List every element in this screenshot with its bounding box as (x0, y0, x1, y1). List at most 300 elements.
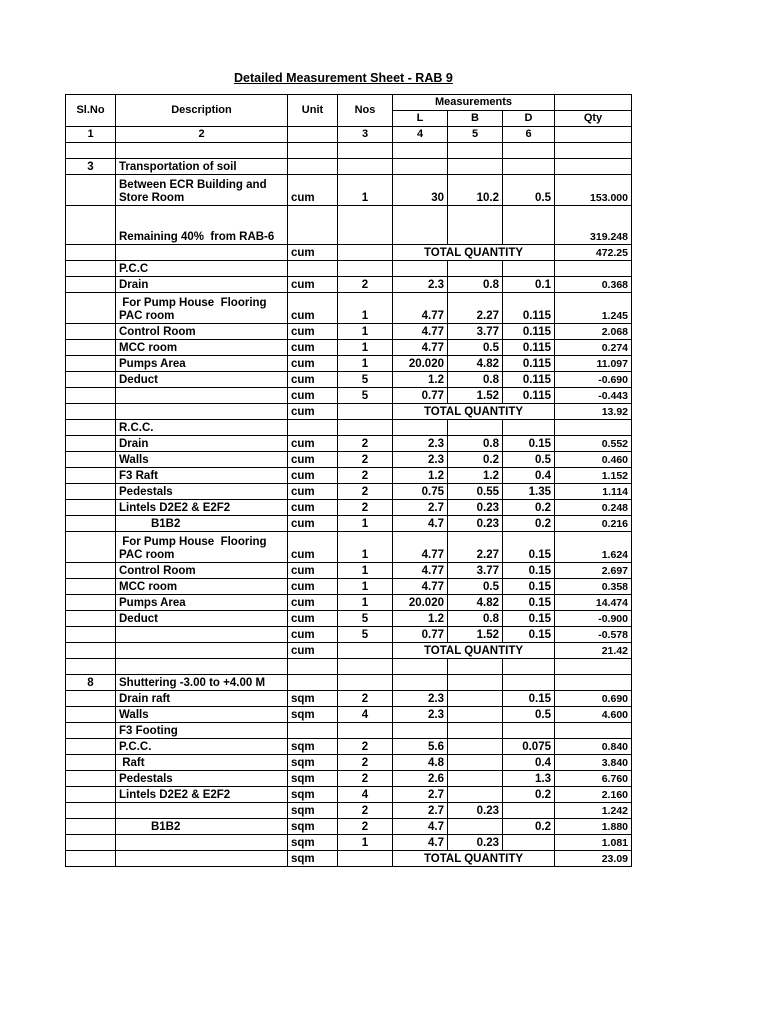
unit-cell: cum (288, 277, 338, 293)
breadth-cell: 1.52 (448, 388, 503, 404)
breadth-cell: 0.23 (448, 500, 503, 516)
description-cell: Lintels D2E2 & E2F2 (116, 500, 288, 516)
length-cell: 2.7 (393, 500, 448, 516)
unit-cell: cum (288, 563, 338, 579)
breadth-cell (448, 261, 503, 277)
table-row (66, 819, 632, 835)
depth-cell: 0.075 (503, 739, 555, 755)
table-row (66, 771, 632, 787)
table-row (66, 420, 632, 436)
table-row (66, 675, 632, 691)
breadth-cell (448, 420, 503, 436)
qty-cell: 1.880 (555, 819, 632, 835)
depth-cell: 0.1 (503, 277, 555, 293)
index-cell: 4 (393, 127, 448, 143)
slno-cell (66, 532, 116, 563)
length-cell: 4.77 (393, 293, 448, 324)
depth-cell: 0.15 (503, 691, 555, 707)
slno-cell (66, 516, 116, 532)
description-cell (116, 404, 288, 420)
slno-cell (66, 388, 116, 404)
depth-cell (503, 675, 555, 691)
depth-cell: 0.115 (503, 340, 555, 356)
header-nos: Nos (338, 95, 393, 127)
depth-cell: 0.15 (503, 595, 555, 611)
breadth-cell (448, 819, 503, 835)
slno-cell (66, 356, 116, 372)
total-quantity-label: TOTAL QUANTITY (393, 851, 555, 867)
header-l: L (393, 111, 448, 127)
breadth-cell (448, 675, 503, 691)
length-cell: 2.3 (393, 277, 448, 293)
breadth-cell (448, 787, 503, 803)
qty-cell: 2.160 (555, 787, 632, 803)
table-body (66, 143, 632, 867)
breadth-cell (448, 143, 503, 159)
nos-cell: 5 (338, 372, 393, 388)
description-cell: MCC room (116, 340, 288, 356)
depth-cell: 0.5 (503, 175, 555, 206)
description-cell: F3 Footing (116, 723, 288, 739)
table-row (66, 532, 632, 563)
unit-cell: sqm (288, 787, 338, 803)
length-cell: 1.2 (393, 468, 448, 484)
length-cell (393, 159, 448, 175)
qty-cell: 14.474 (555, 595, 632, 611)
slno-cell (66, 468, 116, 484)
description-cell: Drain (116, 436, 288, 452)
breadth-cell: 0.8 (448, 277, 503, 293)
nos-cell (338, 206, 393, 245)
description-cell: Walls (116, 707, 288, 723)
nos-cell: 2 (338, 691, 393, 707)
breadth-cell: 0.23 (448, 835, 503, 851)
description-cell: R.C.C. (116, 420, 288, 436)
table-row (66, 404, 632, 420)
qty-cell (555, 143, 632, 159)
table-row (66, 159, 632, 175)
slno-cell (66, 277, 116, 293)
slno-cell (66, 206, 116, 245)
table-row (66, 468, 632, 484)
length-cell: 4.77 (393, 579, 448, 595)
slno-cell (66, 143, 116, 159)
nos-cell (338, 261, 393, 277)
length-cell: 4.7 (393, 819, 448, 835)
depth-cell: 1.35 (503, 484, 555, 500)
table-row (66, 659, 632, 675)
index-cell: 6 (503, 127, 555, 143)
unit-cell: cum (288, 293, 338, 324)
unit-cell: sqm (288, 803, 338, 819)
slno-cell (66, 755, 116, 771)
breadth-cell (448, 739, 503, 755)
table-row (66, 595, 632, 611)
header-description: Description (116, 95, 288, 127)
slno-cell (66, 404, 116, 420)
length-cell: 2.3 (393, 452, 448, 468)
description-cell: Deduct (116, 611, 288, 627)
slno-cell (66, 340, 116, 356)
nos-cell: 5 (338, 611, 393, 627)
slno-cell (66, 835, 116, 851)
nos-cell: 5 (338, 388, 393, 404)
qty-cell: 0.216 (555, 516, 632, 532)
description-cell: B1B2 (116, 819, 288, 835)
breadth-cell (448, 723, 503, 739)
slno-cell (66, 707, 116, 723)
header-unit: Unit (288, 95, 338, 127)
qty-cell (555, 420, 632, 436)
depth-cell (503, 659, 555, 675)
depth-cell (503, 143, 555, 159)
length-cell: 0.77 (393, 388, 448, 404)
unit-cell (288, 206, 338, 245)
unit-cell: cum (288, 372, 338, 388)
description-cell: Pumps Area (116, 356, 288, 372)
depth-cell: 0.4 (503, 755, 555, 771)
breadth-cell: 0.23 (448, 516, 503, 532)
table-row (66, 293, 632, 324)
header-measurements: Measurements (393, 95, 555, 111)
table-row (66, 340, 632, 356)
slno-cell (66, 579, 116, 595)
nos-cell: 2 (338, 436, 393, 452)
table-row (66, 324, 632, 340)
nos-cell: 1 (338, 516, 393, 532)
slno-cell (66, 771, 116, 787)
description-cell: Deduct (116, 372, 288, 388)
length-cell: 2.3 (393, 436, 448, 452)
description-cell (116, 627, 288, 643)
length-cell: 20.020 (393, 595, 448, 611)
description-cell: Transportation of soil (116, 159, 288, 175)
depth-cell: 0.5 (503, 452, 555, 468)
length-cell (393, 143, 448, 159)
unit-cell: cum (288, 356, 338, 372)
depth-cell: 0.15 (503, 627, 555, 643)
length-cell: 4.77 (393, 340, 448, 356)
qty-cell: -0.900 (555, 611, 632, 627)
unit-cell (288, 261, 338, 277)
unit-cell (288, 723, 338, 739)
nos-cell: 2 (338, 484, 393, 500)
table-row (66, 803, 632, 819)
slno-cell (66, 659, 116, 675)
table-row (66, 277, 632, 293)
length-cell: 4.8 (393, 755, 448, 771)
unit-cell: sqm (288, 691, 338, 707)
nos-cell: 2 (338, 803, 393, 819)
description-cell: Pedestals (116, 484, 288, 500)
slno-cell (66, 643, 116, 659)
description-cell (116, 659, 288, 675)
description-cell: B1B2 (116, 516, 288, 532)
nos-cell (338, 675, 393, 691)
header-d: D (503, 111, 555, 127)
nos-cell (338, 404, 393, 420)
breadth-cell (448, 691, 503, 707)
depth-cell: 0.2 (503, 516, 555, 532)
nos-cell: 2 (338, 277, 393, 293)
table-row (66, 723, 632, 739)
slno-cell (66, 739, 116, 755)
qty-cell (555, 159, 632, 175)
nos-cell: 1 (338, 293, 393, 324)
length-cell: 5.6 (393, 739, 448, 755)
description-cell: P.C.C (116, 261, 288, 277)
depth-cell: 0.15 (503, 436, 555, 452)
breadth-cell: 2.27 (448, 532, 503, 563)
description-cell: Lintels D2E2 & E2F2 (116, 787, 288, 803)
unit-cell: cum (288, 245, 338, 261)
nos-cell (338, 659, 393, 675)
header-row-1 (66, 95, 632, 111)
qty-cell: -0.443 (555, 388, 632, 404)
unit-cell: cum (288, 436, 338, 452)
description-cell (116, 803, 288, 819)
table-row (66, 484, 632, 500)
description-cell (116, 835, 288, 851)
slno-cell (66, 484, 116, 500)
nos-cell: 2 (338, 452, 393, 468)
length-cell (393, 261, 448, 277)
qty-cell: 2.068 (555, 324, 632, 340)
unit-cell: cum (288, 500, 338, 516)
nos-cell: 4 (338, 707, 393, 723)
breadth-cell: 4.82 (448, 356, 503, 372)
nos-cell: 1 (338, 835, 393, 851)
depth-cell: 0.2 (503, 819, 555, 835)
depth-cell: 0.15 (503, 532, 555, 563)
unit-cell: cum (288, 340, 338, 356)
description-cell: Drain (116, 277, 288, 293)
unit-cell: sqm (288, 707, 338, 723)
breadth-cell: 0.23 (448, 803, 503, 819)
table-row (66, 206, 632, 245)
unit-cell: sqm (288, 835, 338, 851)
qty-cell: 21.42 (555, 643, 632, 659)
breadth-cell: 0.2 (448, 452, 503, 468)
length-cell: 2.7 (393, 787, 448, 803)
depth-cell: 0.115 (503, 388, 555, 404)
length-cell: 4.77 (393, 563, 448, 579)
description-cell: For Pump House Flooring PAC room (116, 532, 288, 563)
description-cell: Control Room (116, 563, 288, 579)
nos-cell: 1 (338, 356, 393, 372)
description-cell (116, 143, 288, 159)
table-row (66, 835, 632, 851)
breadth-cell: 1.52 (448, 627, 503, 643)
description-cell: MCC room (116, 579, 288, 595)
unit-cell: sqm (288, 771, 338, 787)
unit-cell: cum (288, 175, 338, 206)
unit-cell: cum (288, 516, 338, 532)
unit-cell: cum (288, 388, 338, 404)
nos-cell: 2 (338, 500, 393, 516)
qty-cell: 153.000 (555, 175, 632, 206)
nos-cell: 1 (338, 340, 393, 356)
slno-cell (66, 691, 116, 707)
length-cell (393, 723, 448, 739)
breadth-cell (448, 755, 503, 771)
unit-cell: cum (288, 627, 338, 643)
slno-cell (66, 452, 116, 468)
qty-cell: 1.152 (555, 468, 632, 484)
table-row (66, 356, 632, 372)
breadth-cell: 4.82 (448, 595, 503, 611)
table-row (66, 452, 632, 468)
breadth-cell (448, 707, 503, 723)
qty-cell (555, 659, 632, 675)
table-row (66, 245, 632, 261)
table-row (66, 851, 632, 867)
qty-cell: 1.081 (555, 835, 632, 851)
unit-cell: cum (288, 611, 338, 627)
length-cell (393, 659, 448, 675)
breadth-cell: 0.5 (448, 340, 503, 356)
depth-cell: 0.15 (503, 579, 555, 595)
description-cell: For Pump House Flooring PAC room (116, 293, 288, 324)
nos-cell: 1 (338, 324, 393, 340)
qty-cell (555, 675, 632, 691)
nos-cell: 1 (338, 563, 393, 579)
description-cell: Drain raft (116, 691, 288, 707)
description-cell (116, 851, 288, 867)
breadth-cell: 3.77 (448, 324, 503, 340)
table-row (66, 563, 632, 579)
index-cell (555, 127, 632, 143)
nos-cell (338, 851, 393, 867)
unit-cell (288, 159, 338, 175)
qty-cell: 472.25 (555, 245, 632, 261)
qty-cell: 2.697 (555, 563, 632, 579)
unit-cell: cum (288, 532, 338, 563)
nos-cell: 2 (338, 771, 393, 787)
description-cell: Pumps Area (116, 595, 288, 611)
length-cell: 30 (393, 175, 448, 206)
table-row (66, 787, 632, 803)
index-row (66, 127, 632, 143)
nos-cell (338, 245, 393, 261)
length-cell: 4.77 (393, 532, 448, 563)
description-cell: Between ECR Building and Store Room (116, 175, 288, 206)
length-cell: 4.7 (393, 516, 448, 532)
length-cell (393, 420, 448, 436)
nos-cell (338, 723, 393, 739)
breadth-cell: 0.8 (448, 372, 503, 388)
breadth-cell: 0.5 (448, 579, 503, 595)
description-cell: Pedestals (116, 771, 288, 787)
qty-cell: -0.690 (555, 372, 632, 388)
breadth-cell: 0.8 (448, 436, 503, 452)
qty-cell: 13.92 (555, 404, 632, 420)
unit-cell: cum (288, 404, 338, 420)
breadth-cell: 3.77 (448, 563, 503, 579)
description-cell (116, 388, 288, 404)
depth-cell: 1.3 (503, 771, 555, 787)
slno-cell (66, 500, 116, 516)
nos-cell (338, 420, 393, 436)
table-row (66, 739, 632, 755)
slno-cell: 8 (66, 675, 116, 691)
table-row (66, 372, 632, 388)
breadth-cell: 2.27 (448, 293, 503, 324)
length-cell: 1.2 (393, 611, 448, 627)
index-cell (288, 127, 338, 143)
slno-cell (66, 175, 116, 206)
total-quantity-label: TOTAL QUANTITY (393, 643, 555, 659)
nos-cell (338, 159, 393, 175)
sheet-title: Detailed Measurement Sheet - RAB 9 (234, 71, 453, 85)
breadth-cell (448, 659, 503, 675)
qty-cell: -0.578 (555, 627, 632, 643)
qty-cell: 319.248 (555, 206, 632, 245)
table-row (66, 143, 632, 159)
depth-cell (503, 420, 555, 436)
nos-cell: 1 (338, 579, 393, 595)
total-quantity-label: TOTAL QUANTITY (393, 404, 555, 420)
slno-cell (66, 563, 116, 579)
qty-cell: 0.358 (555, 579, 632, 595)
table-row (66, 691, 632, 707)
table-row (66, 516, 632, 532)
depth-cell (503, 723, 555, 739)
depth-cell: 0.2 (503, 500, 555, 516)
slno-cell (66, 372, 116, 388)
slno-cell (66, 787, 116, 803)
index-cell: 5 (448, 127, 503, 143)
description-cell: Shuttering -3.00 to +4.00 M (116, 675, 288, 691)
description-cell: Remaining 40% from RAB-6 (116, 206, 288, 245)
unit-cell: cum (288, 484, 338, 500)
length-cell: 2.7 (393, 803, 448, 819)
nos-cell: 1 (338, 532, 393, 563)
qty-cell: 6.760 (555, 771, 632, 787)
breadth-cell (448, 206, 503, 245)
slno-cell (66, 723, 116, 739)
length-cell: 2.6 (393, 771, 448, 787)
table-row (66, 707, 632, 723)
unit-cell: cum (288, 643, 338, 659)
slno-cell (66, 611, 116, 627)
qty-cell: 11.097 (555, 356, 632, 372)
unit-cell: cum (288, 324, 338, 340)
description-cell: Control Room (116, 324, 288, 340)
table-row (66, 611, 632, 627)
length-cell (393, 675, 448, 691)
table-row (66, 436, 632, 452)
unit-cell: cum (288, 468, 338, 484)
slno-cell (66, 819, 116, 835)
nos-cell: 2 (338, 468, 393, 484)
description-cell (116, 245, 288, 261)
qty-cell (555, 723, 632, 739)
slno-cell (66, 293, 116, 324)
unit-cell: sqm (288, 739, 338, 755)
qty-cell: 3.840 (555, 755, 632, 771)
depth-cell: 0.115 (503, 356, 555, 372)
qty-cell: 1.114 (555, 484, 632, 500)
depth-cell: 0.115 (503, 293, 555, 324)
table-row (66, 175, 632, 206)
breadth-cell: 0.8 (448, 611, 503, 627)
depth-cell: 0.5 (503, 707, 555, 723)
qty-cell: 0.368 (555, 277, 632, 293)
depth-cell: 0.4 (503, 468, 555, 484)
depth-cell: 0.115 (503, 372, 555, 388)
breadth-cell: 0.55 (448, 484, 503, 500)
